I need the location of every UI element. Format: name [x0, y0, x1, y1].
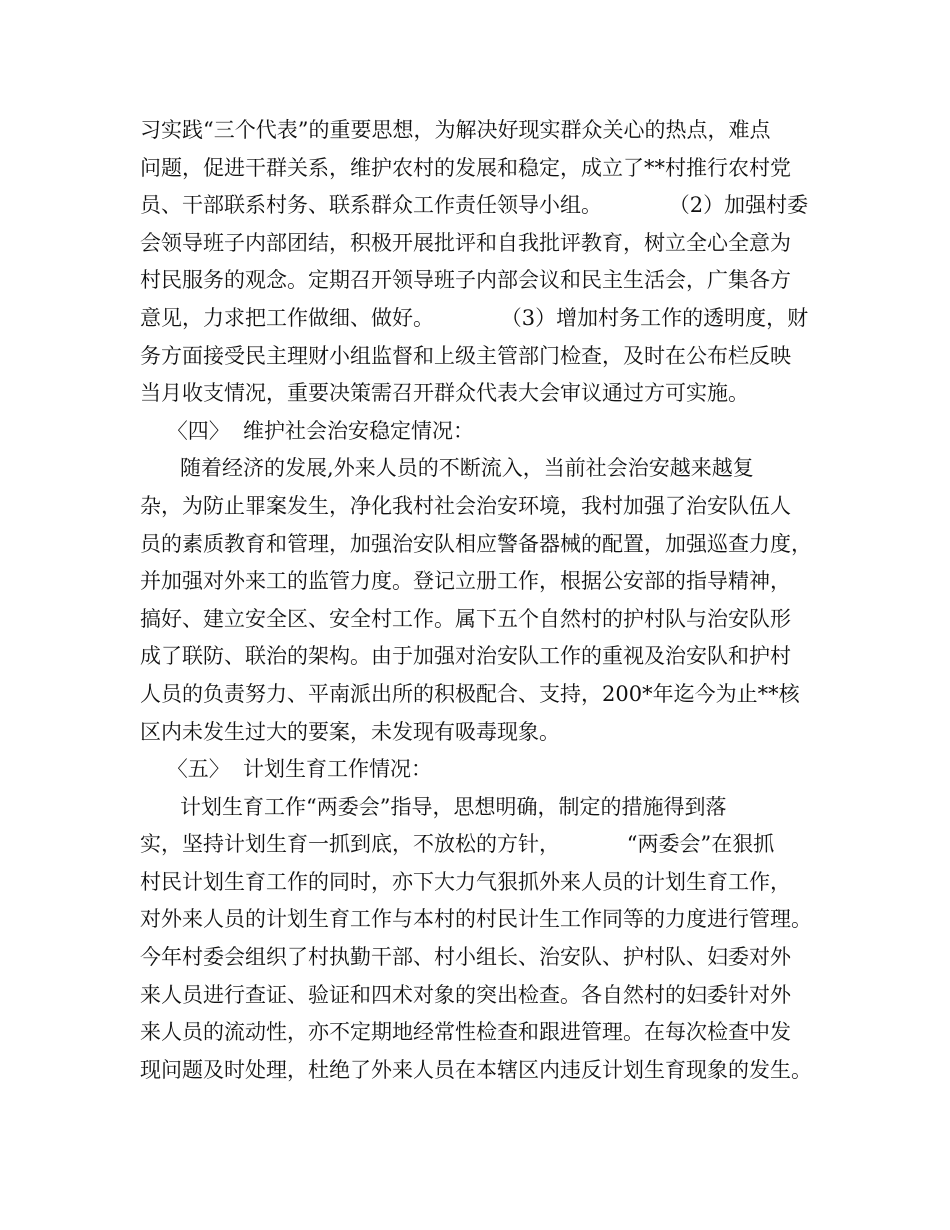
text-line: 并加强对外来工的监管力度。登记立册工作，根据公安部的指导精神， — [140, 569, 791, 594]
text-line: 对外来人员的计划生育工作与本村的村民计生工作同等的力度进行管理。 — [140, 907, 812, 932]
text-line: 今年村委会组织了村执勤干部、村小组长、治安队、护村队、妇委对外 — [140, 945, 791, 970]
text-line: 意见，力求把工作做细、做好。 （3）增加村务工作的透明度，财 — [140, 305, 809, 330]
text-line: 村民计划生育工作的同时，亦下大力气狠抓外来人员的计划生育工作， — [140, 869, 791, 894]
section-heading-4: 〈四〉 维护社会治安稳定情况： — [140, 418, 475, 443]
text-line: 现问题及时处理，杜绝了外来人员在本辖区内违反计划生育现象的发生。 — [140, 1057, 812, 1082]
text-line: 习实践“三个代表”的重要思想，为解决好现实群众关心的热点，难点 — [140, 118, 771, 142]
text-line: 成了联防、联治的架构。由于加强对治安队工作的重视及治安队和护村 — [140, 644, 791, 669]
text-line: 搞好、建立安全区、安全村工作。属下五个自然村的护村队与治安队形 — [140, 606, 791, 631]
text-line: 务方面接受民主理财小组监督和上级主管部门检查，及时在公布栏反映 — [140, 343, 791, 368]
text-line: 员的素质教育和管理，加强治安队相应警备器械的配置，加强巡查力度， — [140, 531, 812, 556]
text-line: 来人员进行查证、验证和四术对象的突出检查。各自然村的妇委针对外 — [140, 982, 791, 1007]
text-line: 员、干部联系村务、联系群众工作责任领导小组。 （2）加强村委 — [140, 193, 809, 218]
body-text — [140, 112, 830, 1089]
text-line: 随着经济的发展,外来人员的不断流入，当前社会治安越来越复 — [140, 456, 754, 481]
text-line: 计划生育工作“两委会”指导，思想明确，制定的措施得到落 — [140, 794, 727, 819]
text-line: 区内未发生过大的要案，未发现有吸毒现象。 — [140, 719, 560, 744]
section-heading-5: 〈五〉 计划生育工作情况： — [140, 757, 433, 782]
text-line: 村民服务的观念。定期召开领导班子内部会议和民主生活会，广集各方 — [140, 268, 791, 293]
text-line: 杂，为防止罪案发生，净化我村社会治安环境，我村加强了治安队伍人 — [140, 493, 791, 518]
text-line: 人员的负责努力、平南派出所的积极配合、支持，200*年迄今为止**核 — [140, 681, 800, 706]
text-line: 实，坚持计划生育一抓到底，不放松的方针， “两委会”在狠抓 — [140, 832, 775, 857]
text-line: 来人员的流动性，亦不定期地经常性检查和跟进管理。在每次检查中发 — [140, 1020, 791, 1045]
text-line: 会领导班子内部团结，积极开展批评和自我批评教育，树立全心全意为 — [140, 230, 791, 255]
text-line: 问题，促进干群关系，维护农村的发展和稳定，成立了**村推行农村党 — [140, 155, 791, 180]
text-line: 当月收支情况，重要决策需召开群众代表大会审议通过方可实施。 — [140, 381, 749, 406]
